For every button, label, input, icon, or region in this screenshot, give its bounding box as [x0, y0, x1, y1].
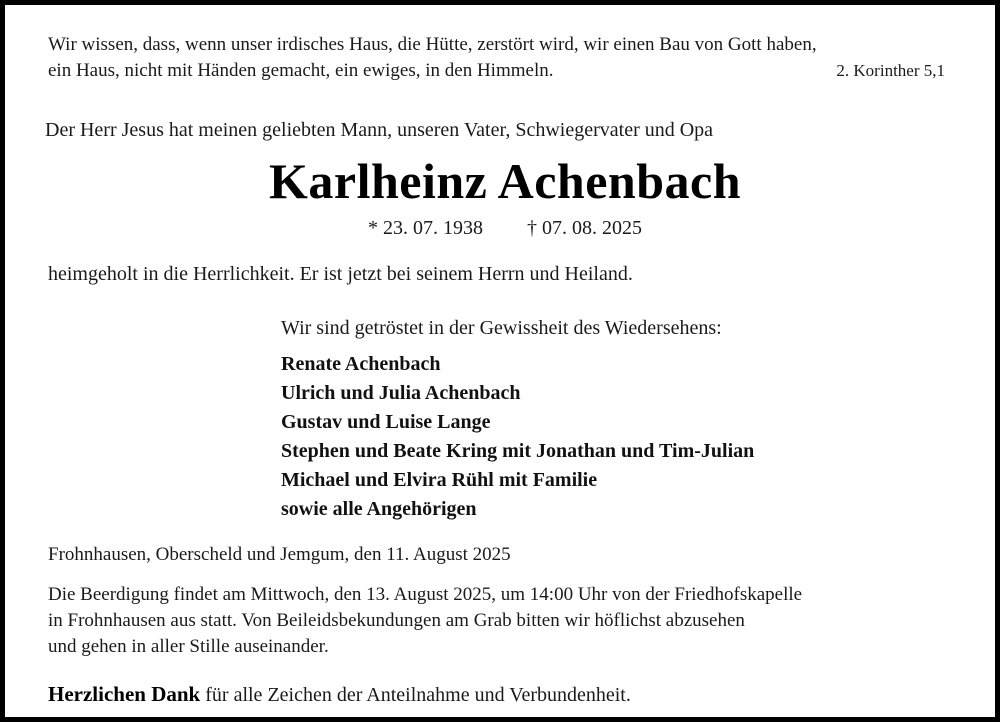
place-and-date: Frohnhausen, Oberscheld und Jemgum, den 11. August 2025 [48, 544, 511, 565]
heimgeholt-text: heimgeholt in die Herrlichkeit. Er ist jetzt bei seinem Herrn und Heiland. [48, 263, 633, 285]
funeral-line-3: und gehen in aller Stille auseinander. [48, 636, 329, 657]
thanks-heading: Herzlichen Dank [48, 682, 201, 706]
mourner-entry: sowie alle Angehörigen [281, 498, 477, 520]
verse-line-2-row [48, 58, 945, 84]
mourner-entry: Michael und Elvira Rühl mit Familie [281, 469, 598, 491]
birth-date: * 23. 07. 1938 [368, 217, 483, 239]
verse-line-2: ein Haus, nicht mit Händen gemacht, ein ewiges, in den Himmeln. [48, 60, 554, 81]
thanks-text [48, 681, 631, 708]
funeral-line-2: in Frohnhausen aus statt. Von Beileidsbekundungen am Grab bitten wir höflichst abzusehen [48, 610, 745, 631]
verse-reference: 2. Korinther 5,1 [836, 61, 945, 80]
mourner-entry: Renate Achenbach [281, 353, 441, 375]
deceased-name: Karlheinz Achenbach [268, 153, 742, 209]
mourner-entry: Stephen und Beate Kring mit Jonathan und Tim-Julian [281, 440, 755, 462]
mourner-entry: Ulrich und Julia Achenbach [281, 382, 521, 404]
verse-line-1: Wir wissen, dass, wenn unser irdisches Haus, die Hütte, zerstört wird, wir einen Bau von Gott haben, [48, 34, 817, 55]
intro-text: Der Herr Jesus hat meinen geliebten Mann, unseren Vater, Schwiegervater und Opa [45, 119, 714, 141]
bible-verse [48, 32, 948, 84]
life-dates [5, 215, 1000, 241]
mourners-list [281, 350, 754, 524]
funeral-line-1: Die Beerdigung findet am Mittwoch, den 13. August 2025, um 14:00 Uhr von der Friedhofskapelle [48, 584, 803, 605]
comfort-text: Wir sind getröstet in der Gewissheit des Wiedersehens: [281, 317, 722, 339]
mourner-entry: Gustav und Luise Lange [281, 411, 491, 433]
death-date: † 07. 08. 2025 [527, 217, 642, 239]
funeral-info [48, 582, 802, 660]
thanks-rest: für alle Zeichen der Anteilnahme und Verbundenheit. [200, 684, 631, 706]
